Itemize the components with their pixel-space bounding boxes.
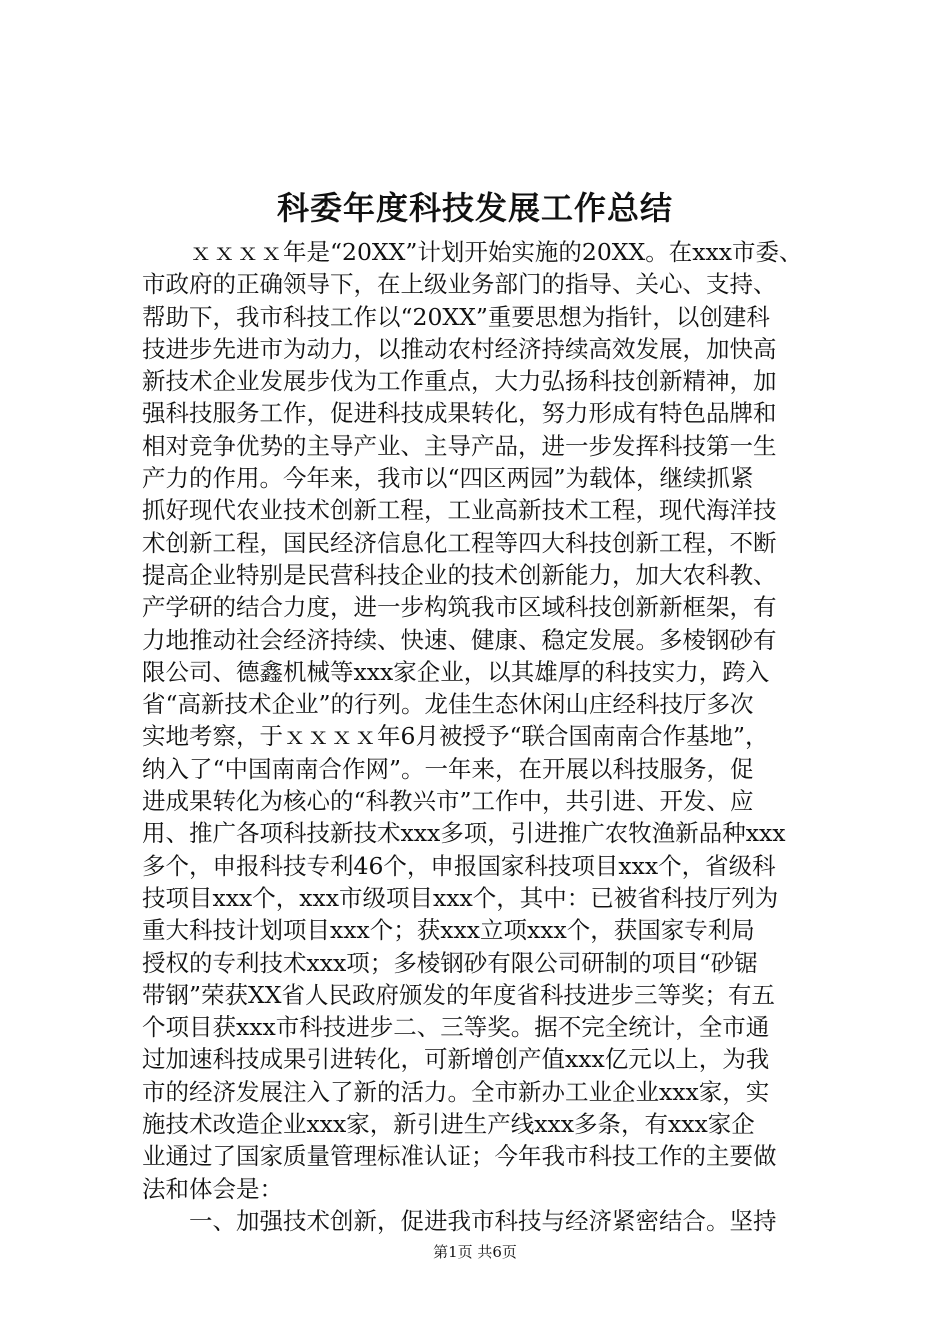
body-line: 抓好现代农业技术创新工程，工业高新技术工程，现代海洋技 <box>142 496 777 525</box>
body-line: 授权的专利技术xxx项；多棱钢砂有限公司研制的项目“砂锯 <box>142 948 758 977</box>
body-line: 技项目xxx个，xxx市级项目xxx个，其中：已被省科技厅列为 <box>142 883 779 912</box>
body-line: 提高企业特别是民营科技企业的技术创新能力，加大农科教、 <box>142 560 777 589</box>
body-line: 产力的作用。今年来，我市以“四区两园”为载体，继续抓紧 <box>142 464 754 493</box>
body-line: 市的经济发展注入了新的活力。全市新办工业企业xxx家，实 <box>142 1077 770 1106</box>
body-line: 术创新工程，国民经济信息化工程等四大科技创新工程，不断 <box>142 528 777 557</box>
body-line: 纳入了“中国南南合作网”。一年来，在开展以科技服务，促 <box>142 754 754 783</box>
body-line: 业通过了国家质量管理标准认证；今年我市科技工作的主要做 <box>142 1142 777 1171</box>
body-line: 重大科技计划项目xxx个；获xxx立项xxx个，获国家专利局 <box>142 916 755 945</box>
body-line: 进成果转化为核心的“科教兴市”工作中，共引进、开发、应 <box>142 787 754 816</box>
body-line: 实地考察，于ｘｘｘｘ年6月被授予“联合国南南合作基地”， <box>142 722 769 751</box>
page-footer: 第1页 共6页 <box>433 1243 517 1261</box>
document-body <box>142 236 842 1237</box>
body-line: 法和体会是： <box>142 1174 283 1203</box>
body-line: 相对竞争优势的主导产业、主导产品，进一步发挥科技第一生 <box>142 431 777 460</box>
body-line: 过加速科技成果引进转化，可新增创产值xxx亿元以上，为我 <box>142 1045 770 1074</box>
body-line: 用、推广各项科技新技术xxx多项，引进推广农牧渔新品种xxx <box>142 819 786 848</box>
body-line: 施技术改造企业xxx家，新引进生产线xxx多条，有xxx家企 <box>142 1110 755 1139</box>
body-line: 个项目获xxx市科技进步二、三等奖。据不完全统计，全市通 <box>142 1013 770 1042</box>
body-line: 强科技服务工作，促进科技成果转化，努力形成有特色品牌和 <box>142 399 777 428</box>
body-line: 新技术企业发展步伐为工作重点，大力弘扬科技创新精神，加 <box>142 367 777 396</box>
body-line: 产学研的结合力度，进一步构筑我市区域科技创新新框架，有 <box>142 593 777 622</box>
body-line: 带钢”荣获XX省人民政府颁发的年度省科技进步三等奖；有五 <box>142 980 775 1009</box>
body-line: 限公司、德鑫机械等xxx家企业，以其雄厚的科技实力，跨入 <box>142 657 770 686</box>
body-line: 一、加强技术创新，促进我市科技与经济紧密结合。坚持 <box>142 1206 777 1235</box>
body-line: 技进步先进市为动力，以推动农村经济持续高效发展，加快高 <box>142 334 777 363</box>
body-line: ｘｘｘｘ年是“20XX”计划开始实施的20XX。在xxx市委、 <box>142 238 803 266</box>
body-line: 力地推动社会经济持续、快速、健康、稳定发展。多棱钢砂有 <box>142 625 777 654</box>
document-title: 科委年度科技发展工作总结 <box>276 189 673 227</box>
body-line: 帮助下，我市科技工作以“20XX”重要思想为指针，以创建科 <box>142 302 770 331</box>
body-line: 市政府的正确领导下，在上级业务部门的指导、关心、支持、 <box>142 270 777 299</box>
body-line: 省“高新技术企业”的行列。龙佳生态休闲山庄经科技厅多次 <box>142 690 754 719</box>
body-line: 多个，申报科技专利46个，申报国家科技项目xxx个，省级科 <box>142 851 776 880</box>
